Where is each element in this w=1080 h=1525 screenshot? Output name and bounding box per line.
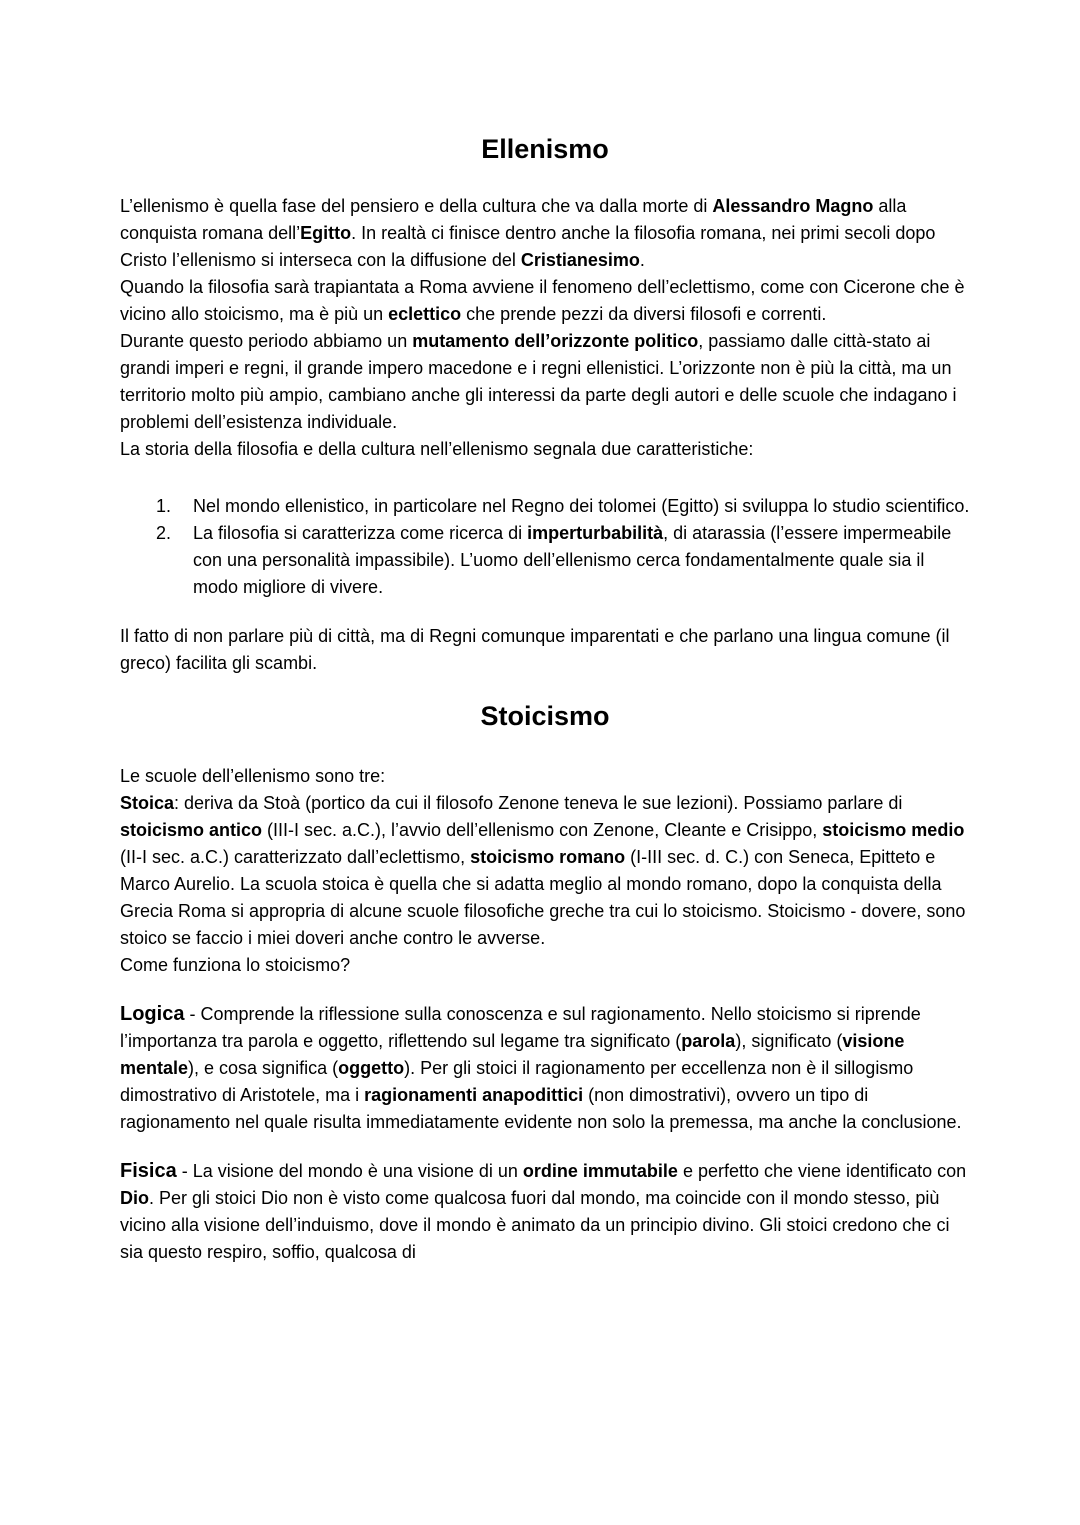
heading-ellenismo: Ellenismo (481, 134, 609, 164)
text-run: alla conquista romana dell’ (120, 196, 907, 243)
text-run: , di atarassia (l’essere impermeabile con una personalità impassibile). L’uomo dell’ellenismo cerca fondamentalmente quale sia il modo migliore di vivere. (193, 523, 952, 597)
text-run: Nel mondo ellenistico, in particolare nel Regno dei tolomei (Egitto) si sviluppa lo studio scientifico. (193, 496, 970, 516)
text-run: Il fatto di non parlare più di città, ma di Regni comunque imparentati e che parlano una lingua comune (il greco) facilita gli scambi. (120, 626, 950, 673)
list-item-text (193, 493, 970, 520)
bold-run: Stoica (120, 793, 175, 813)
text-run: L’ellenismo è quella fase del pensiero e della cultura che va dalla morte di (120, 196, 713, 216)
bold-run: stoicismo medio (822, 820, 965, 840)
bold-run: ordine immutabile (522, 1161, 678, 1181)
heading-stoicismo: Stoicismo (480, 701, 610, 731)
list-item-2 (120, 520, 970, 601)
text-run: (I-III sec. d. C.) con Seneca, Epitteto e Marco Aurelio. La scuola stoica è quella che si adatta meglio al mondo romano, dopo la conquista della Grecia Roma si appropria di alcune scuole filosofiche greche tra cui lo stoicismo. Stoicismo - dovere, sono stoico se faccio i miei doveri anche contro le avverse. (120, 847, 966, 948)
lead-word-logica: Logica (120, 1003, 185, 1025)
text-run: La storia della filosofia e della cultura nell’ellenismo segnala due caratteristiche: (120, 439, 754, 459)
text-run: ), e cosa significa ( (188, 1058, 339, 1078)
numbered-list (120, 493, 970, 601)
text-run: e perfetto che viene identificato con (677, 1161, 967, 1181)
bold-run: visione mentale (120, 1031, 905, 1078)
text-run: . In realtà ci finisce dentro anche la filosofia romana, nei primi secoli dopo Cristo l’ellenismo si interseca con la diffusione del (120, 223, 936, 270)
bold-run: parola (681, 1031, 736, 1051)
paragraph-orizzonte-politico (120, 328, 970, 436)
text-run: ), significato ( (735, 1031, 843, 1051)
paragraph-ellenismo-intro (120, 193, 970, 274)
bold-run: eclettico (388, 304, 462, 324)
text-run: . (639, 250, 645, 270)
paragraph-caratteristiche (120, 436, 970, 463)
bold-run: stoicismo romano (470, 847, 626, 867)
text-run: (II-I sec. a.C.) caratterizzato dall’eclettismo, (120, 847, 471, 867)
text-run: che prende pezzi da diversi filosofi e correnti. (461, 304, 827, 324)
text-run: (non dimostrativi), ovvero un tipo di ragionamento nel quale risulta immediatamente evidente non solo la premessa, ma anche la conclusione. (120, 1085, 962, 1132)
text-run: Come funziona lo stoicismo? (120, 955, 351, 975)
list-number: 1. (156, 496, 172, 516)
text-run: . Per gli stoici Dio non è visto come qualcosa fuori dal mondo, ma coincide con il mondo stesso, più vicino alla visione dell’induismo, dove il mondo è animato da un principio divino. Gli stoici credono che ci sia questo respiro, soffio, qualcosa di (120, 1188, 950, 1262)
paragraph-eclettismo (120, 274, 970, 328)
bold-run: imperturbabilità (527, 523, 664, 543)
bold-run: oggetto (338, 1058, 405, 1078)
text-run: La filosofia si caratterizza come ricerca di (193, 523, 528, 543)
bold-run: Egitto (300, 223, 352, 243)
list-item-text (193, 520, 970, 601)
bold-run: Alessandro Magno (712, 196, 874, 216)
paragraph-logica (120, 1001, 970, 1136)
bold-run: ragionamenti anapodittici (364, 1085, 584, 1105)
paragraph-stoica (120, 790, 970, 952)
paragraph-come-funziona (120, 952, 970, 979)
paragraph-regni-lingua (120, 623, 970, 677)
text-run: Quando la filosofia sarà trapiantata a Roma avviene il fenomeno dell’eclettismo, come con Cicerone che è vicino allo stoicismo, ma è più un (120, 277, 965, 324)
list-number: 2. (156, 523, 172, 543)
text-run: ). Per gli stoici il ragionamento per eccellenza non è il sillogismo dimostrativo di Aristotele, ma i (120, 1058, 914, 1105)
text-run: Durante questo periodo abbiamo un (120, 331, 413, 351)
paragraph-fisica (120, 1158, 970, 1266)
text-run: Le scuole dell’ellenismo sono tre: (120, 766, 386, 786)
lead-word-fisica: Fisica (120, 1160, 177, 1182)
text-run: : deriva da Stoà (portico da cui il filosofo Zenone teneva le sue lezioni). Possiamo parlare di (174, 793, 903, 813)
text-run: - La visione del mondo è una visione di un (176, 1161, 523, 1181)
list-item-1 (120, 493, 970, 520)
bold-run: Cristianesimo (520, 250, 640, 270)
text-run: , passiamo dalle città-stato ai grandi imperi e regni, il grande impero macedone e i regni ellenistici. L’orizzonte non è più la città, ma un territorio molto più ampio, cambiano anche gli interessi da parte degli autori e delle scuole che indagano i problemi dell’esistenza individuale. (120, 331, 957, 432)
bold-run: stoicismo antico (120, 820, 263, 840)
bold-run: mutamento dell’orizzonte politico (412, 331, 699, 351)
text-run: (III-I sec. a.C.), l’avvio dell’ellenismo con Zenone, Cleante e Crisippo, (262, 820, 823, 840)
bold-run: Dio (120, 1188, 149, 1208)
paragraph-scuole (120, 763, 970, 790)
text-run: - Comprende la riflessione sulla conoscenza e sul ragionamento. Nello stoicismo si riprende l’importanza tra parola e oggetto, riflettendo sul legame tra significato ( (120, 1004, 921, 1051)
